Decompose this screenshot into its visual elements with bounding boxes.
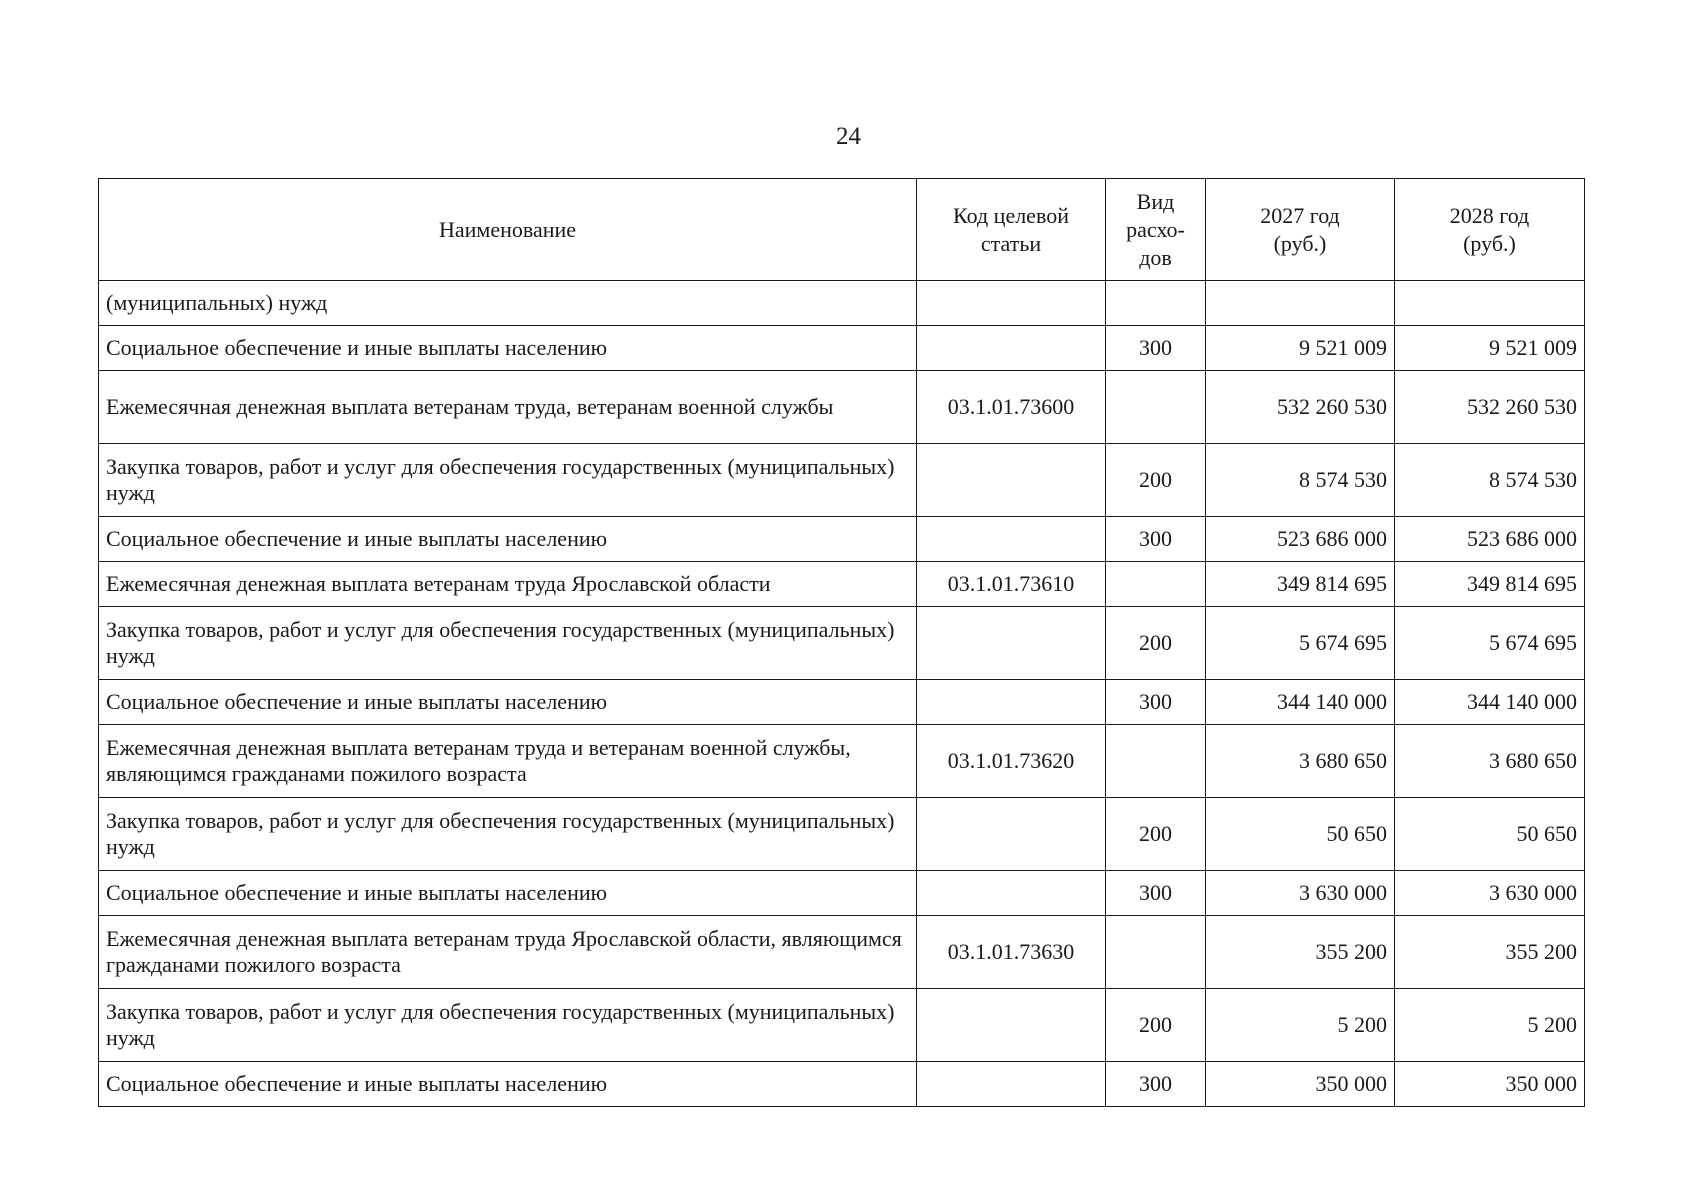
header-name: Наименование <box>99 179 917 281</box>
cell-code: 03.1.01.73630 <box>917 916 1106 989</box>
cell-name: Ежемесячная денежная выплата ветеранам труда Ярославской области, являющимся гражданами пожилого возраста <box>99 916 917 989</box>
cell-2027: 3 680 650 <box>1206 725 1395 798</box>
cell-2028: 523 686 000 <box>1395 517 1585 562</box>
cell-vid: 200 <box>1106 989 1206 1062</box>
cell-name: Социальное обеспечение и иные выплаты населению <box>99 871 917 916</box>
table-header-row <box>99 179 1585 281</box>
cell-vid: 300 <box>1106 326 1206 371</box>
header-2028 <box>1395 179 1585 281</box>
cell-2027: 9 521 009 <box>1206 326 1395 371</box>
cell-name: Ежемесячная денежная выплата ветеранам труда, ветеранам военной службы <box>99 371 917 444</box>
cell-2028: 50 650 <box>1395 798 1585 871</box>
cell-vid: 200 <box>1106 444 1206 517</box>
budget-table <box>98 178 1585 1107</box>
cell-2027: 3 630 000 <box>1206 871 1395 916</box>
header-2027-text: 2027 год (руб.) <box>1260 202 1340 256</box>
cell-2028: 3 630 000 <box>1395 871 1585 916</box>
cell-2028: 349 814 695 <box>1395 562 1585 607</box>
cell-code: 03.1.01.73620 <box>917 725 1106 798</box>
table-row <box>99 798 1585 871</box>
cell-code <box>917 989 1106 1062</box>
cell-2027: 5 674 695 <box>1206 607 1395 680</box>
cell-code <box>917 1062 1106 1107</box>
page-number: 24 <box>836 123 861 150</box>
table-row <box>99 371 1585 444</box>
table-row <box>99 916 1585 989</box>
table-row <box>99 562 1585 607</box>
cell-2027: 355 200 <box>1206 916 1395 989</box>
header-2028-text: 2028 год (руб.) <box>1449 202 1530 256</box>
cell-code <box>917 871 1106 916</box>
cell-2027: 523 686 000 <box>1206 517 1395 562</box>
cell-name: Закупка товаров, работ и услуг для обеспечения государственных (муниципальных) нужд <box>99 444 917 517</box>
cell-code <box>917 281 1106 326</box>
cell-vid: 300 <box>1106 1062 1206 1107</box>
cell-name: Закупка товаров, работ и услуг для обеспечения государственных (муниципальных) нужд <box>99 989 917 1062</box>
table-row <box>99 444 1585 517</box>
table-row <box>99 281 1585 326</box>
cell-vid: 300 <box>1106 871 1206 916</box>
cell-2027 <box>1206 281 1395 326</box>
cell-name: (муниципальных) нужд <box>99 281 917 326</box>
cell-2028: 3 680 650 <box>1395 725 1585 798</box>
cell-name: Ежемесячная денежная выплата ветеранам труда Ярославской области <box>99 562 917 607</box>
cell-2027: 8 574 530 <box>1206 444 1395 517</box>
cell-vid: 200 <box>1106 798 1206 871</box>
cell-name: Социальное обеспечение и иные выплаты населению <box>99 680 917 725</box>
header-2027 <box>1206 179 1395 281</box>
cell-code <box>917 444 1106 517</box>
table-row <box>99 989 1585 1062</box>
cell-2027: 349 814 695 <box>1206 562 1395 607</box>
cell-2028: 9 521 009 <box>1395 326 1585 371</box>
cell-vid <box>1106 371 1206 444</box>
cell-2028: 350 000 <box>1395 1062 1585 1107</box>
cell-name: Закупка товаров, работ и услуг для обеспечения государственных (муниципальных) нужд <box>99 607 917 680</box>
cell-2027: 344 140 000 <box>1206 680 1395 725</box>
cell-2027: 532 260 530 <box>1206 371 1395 444</box>
cell-2028 <box>1395 281 1585 326</box>
table-row <box>99 725 1585 798</box>
table-row <box>99 326 1585 371</box>
cell-name: Ежемесячная денежная выплата ветеранам труда и ветеранам военной службы, являющимся гражданами пожилого возраста <box>99 725 917 798</box>
header-code-text: Код целевой статьи <box>953 202 1069 256</box>
cell-code <box>917 517 1106 562</box>
cell-vid <box>1106 916 1206 989</box>
cell-code <box>917 607 1106 680</box>
cell-vid: 200 <box>1106 607 1206 680</box>
header-vid-text: Вид расхо-дов <box>1126 188 1185 270</box>
cell-2028: 5 674 695 <box>1395 607 1585 680</box>
cell-name: Социальное обеспечение и иные выплаты населению <box>99 517 917 562</box>
cell-name: Закупка товаров, работ и услуг для обеспечения государственных (муниципальных) нужд <box>99 798 917 871</box>
table-row <box>99 1062 1585 1107</box>
cell-code <box>917 326 1106 371</box>
table-row <box>99 607 1585 680</box>
table-row <box>99 871 1585 916</box>
cell-2028: 532 260 530 <box>1395 371 1585 444</box>
header-code <box>917 179 1106 281</box>
cell-2028: 355 200 <box>1395 916 1585 989</box>
cell-code: 03.1.01.73600 <box>917 371 1106 444</box>
cell-2027: 350 000 <box>1206 1062 1395 1107</box>
cell-2028: 344 140 000 <box>1395 680 1585 725</box>
cell-code <box>917 680 1106 725</box>
cell-vid: 300 <box>1106 680 1206 725</box>
cell-vid <box>1106 281 1206 326</box>
cell-2027: 50 650 <box>1206 798 1395 871</box>
cell-code: 03.1.01.73610 <box>917 562 1106 607</box>
cell-2028: 8 574 530 <box>1395 444 1585 517</box>
cell-vid <box>1106 725 1206 798</box>
table-row <box>99 517 1585 562</box>
cell-vid: 300 <box>1106 517 1206 562</box>
cell-2027: 5 200 <box>1206 989 1395 1062</box>
header-vid <box>1106 179 1206 281</box>
cell-code <box>917 798 1106 871</box>
cell-2028: 5 200 <box>1395 989 1585 1062</box>
table-row <box>99 680 1585 725</box>
cell-name: Социальное обеспечение и иные выплаты населению <box>99 326 917 371</box>
cell-vid <box>1106 562 1206 607</box>
cell-name: Социальное обеспечение и иные выплаты населению <box>99 1062 917 1107</box>
